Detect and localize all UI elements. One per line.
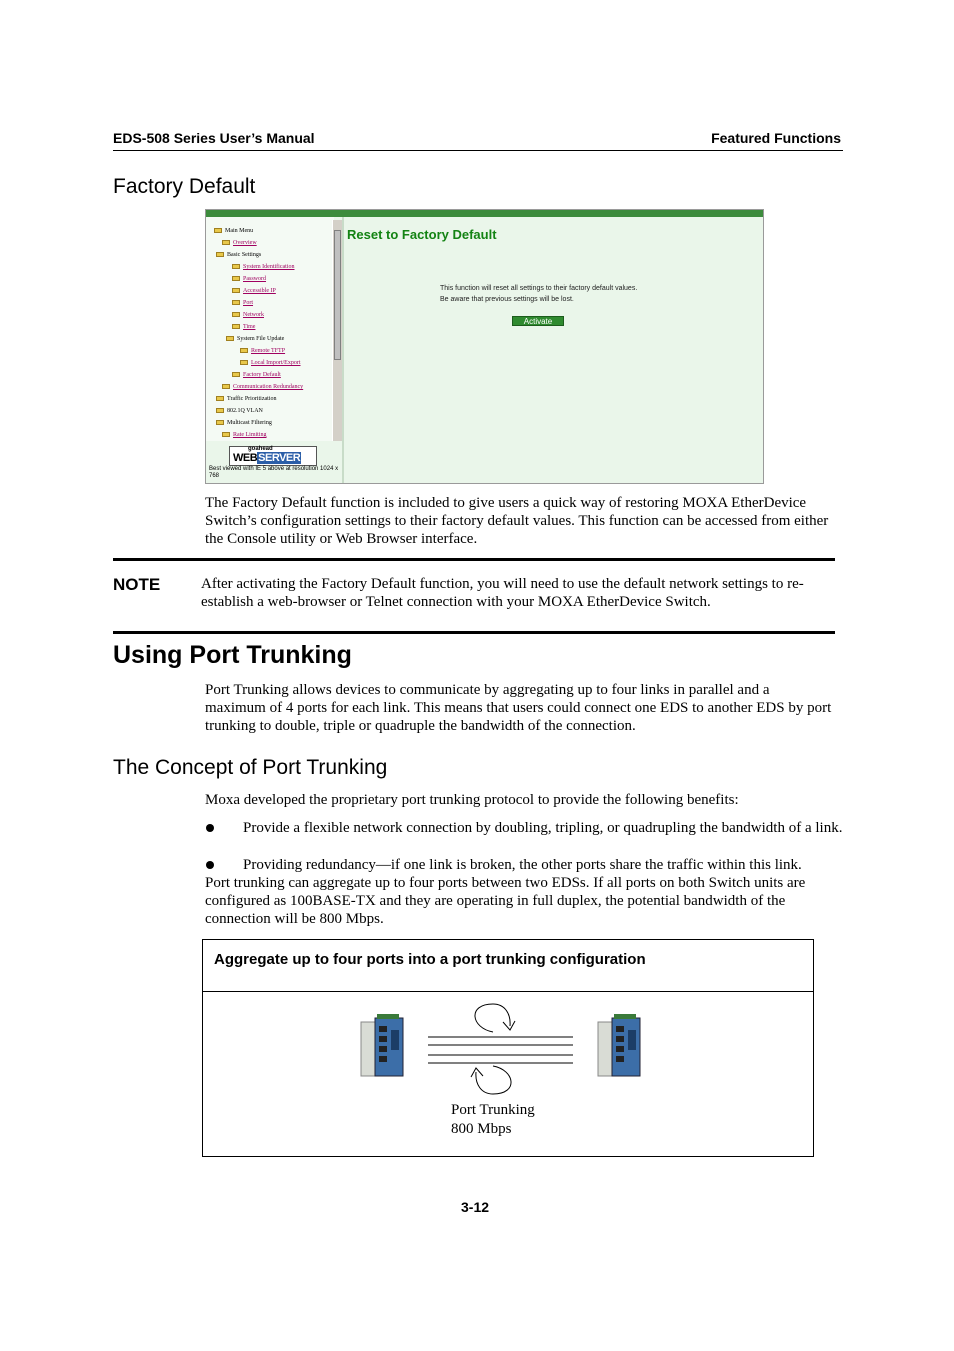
screenshot-top-bar xyxy=(206,210,763,217)
folder-icon xyxy=(232,276,240,281)
tree-item-communication-redundancy[interactable]: Communication Redundancy xyxy=(222,384,303,390)
tree-item-accessible-ip[interactable]: Accessible IP xyxy=(232,288,276,294)
tree-item-rate-limiting[interactable]: Rate Limiting xyxy=(222,432,267,438)
folder-icon xyxy=(216,252,224,257)
tree-item-time[interactable]: Time xyxy=(232,324,255,330)
tree-item-remote-tftp[interactable]: Remote TFTP xyxy=(240,348,285,354)
factory-default-heading: Factory Default xyxy=(113,175,256,198)
tree-item-traffic-prioritization[interactable]: Traffic Prioritization xyxy=(216,396,277,402)
bullet-icon xyxy=(206,861,214,869)
frame-divider xyxy=(342,217,344,483)
folder-icon xyxy=(232,300,240,305)
folder-icon xyxy=(240,360,248,365)
figure-label-line1: Port Trunking xyxy=(451,1102,535,1118)
factory-default-screenshot xyxy=(205,209,764,484)
folder-icon xyxy=(240,348,248,353)
note-text: After activating the Factory Default function, you will need to use the default network settings to re-establish a web-browser or Telnet connection with your MOXA EtherDevice Switch. xyxy=(201,576,804,610)
factory-default-paragraph: The Factory Default function is included to give users a quick way of restoring MOXA EtherDevice Switch’s configuration settings to their factory default values. This function can be accessed from either the Console utility or Web Browser interface. xyxy=(205,495,829,547)
trunk-arrow-icon xyxy=(471,1004,515,1094)
folder-icon xyxy=(216,408,224,413)
note-label: NOTE xyxy=(113,575,161,594)
reset-message-line2: Be aware that previous settings will be lost. xyxy=(440,296,574,303)
page-number: 3-12 xyxy=(461,1199,490,1215)
folder-icon xyxy=(232,288,240,293)
tree-item-vlan[interactable]: 802.1Q VLAN xyxy=(216,408,263,414)
folder-icon xyxy=(222,240,230,245)
switch-left-icon xyxy=(361,1014,403,1076)
folder-icon xyxy=(222,384,230,389)
tree-item-factory-default[interactable]: Factory Default xyxy=(232,372,281,378)
bullet-item-1: Provide a flexible network connection by doubling, tripling, or quadrupling the bandwidth of a link. xyxy=(243,820,843,836)
tree-item-local-import-export[interactable]: Local Import/Export xyxy=(240,360,301,366)
note-top-rule xyxy=(113,558,835,561)
tree-item-multicast-filtering[interactable]: Multicast Filtering xyxy=(216,420,272,426)
port-trunking-paragraph: Port Trunking allows devices to communicate by aggregating up to four links in parallel and a maximum of 4 ports for each link. This means that users could connect one EDS to another EDS by port trunking to double, triple or quadruple the bandwidth of the connection. xyxy=(205,682,832,734)
concept-intro: Moxa developed the proprietary port trunking protocol to provide the following benefits: xyxy=(205,792,739,808)
tree-item-system-file-update[interactable]: System File Update xyxy=(226,336,284,342)
activate-button[interactable]: Activate xyxy=(512,316,564,326)
manual-title: EDS-508 Series User’s Manual xyxy=(113,130,315,146)
tree-item-network[interactable]: Network xyxy=(232,312,264,318)
tree-item-basic-settings[interactable]: Basic Settings xyxy=(216,252,261,258)
tree-item-system-identification[interactable]: System Identification xyxy=(232,264,295,270)
figure-separator xyxy=(203,991,813,992)
trunk-lines xyxy=(428,1037,573,1063)
menu-tree xyxy=(206,217,334,441)
scrollbar-thumb[interactable] xyxy=(334,230,341,360)
goahead-webserver-logo: goahead WEBSERVER xyxy=(229,446,317,466)
folder-icon xyxy=(216,420,224,425)
concept-after-text: Port trunking can aggregate up to four ports between two EDSs. If all ports on both Switch units are configured as 100BASE-TX and they are operating in full duplex, the potential bandwidth of the connection will be 800 Mbps. xyxy=(205,875,806,927)
bullet-icon xyxy=(206,824,214,832)
tree-item-port[interactable]: Port xyxy=(232,300,253,306)
port-trunking-figure xyxy=(202,939,814,1157)
chapter-title: Featured Functions xyxy=(711,130,841,146)
folder-icon xyxy=(222,432,230,437)
header-rule xyxy=(113,150,843,151)
tree-item-main-menu[interactable]: Main Menu xyxy=(214,228,253,234)
bullet-item-2: Providing redundancy—if one link is broken, the other ports share the traffic within this link. xyxy=(243,857,802,873)
folder-icon xyxy=(232,324,240,329)
tree-item-password[interactable]: Password xyxy=(232,276,266,282)
tree-item-overview[interactable]: Overview xyxy=(222,240,257,246)
reset-title: Reset to Factory Default xyxy=(347,227,497,242)
folder-icon xyxy=(232,264,240,269)
folder-icon xyxy=(216,396,224,401)
best-viewed-note: Best viewed with IE 5 above at resolution 1024 x 768 xyxy=(209,466,339,479)
folder-icon xyxy=(232,372,240,377)
folder-icon xyxy=(232,312,240,317)
trunking-diagram xyxy=(333,1000,673,1100)
figure-label-line2: 800 Mbps xyxy=(451,1121,512,1137)
tree-scrollbar[interactable] xyxy=(332,220,342,441)
figure-title: Aggregate up to four ports into a port trunking configuration xyxy=(214,951,646,968)
concept-heading: The Concept of Port Trunking xyxy=(113,756,388,779)
folder-icon xyxy=(226,336,234,341)
port-trunking-heading: Using Port Trunking xyxy=(113,641,352,669)
reset-message-line1: This function will reset all settings to their factory default values. xyxy=(440,285,638,292)
folder-icon xyxy=(214,228,222,233)
note-bottom-rule xyxy=(113,631,835,634)
switch-right-icon xyxy=(598,1014,640,1076)
